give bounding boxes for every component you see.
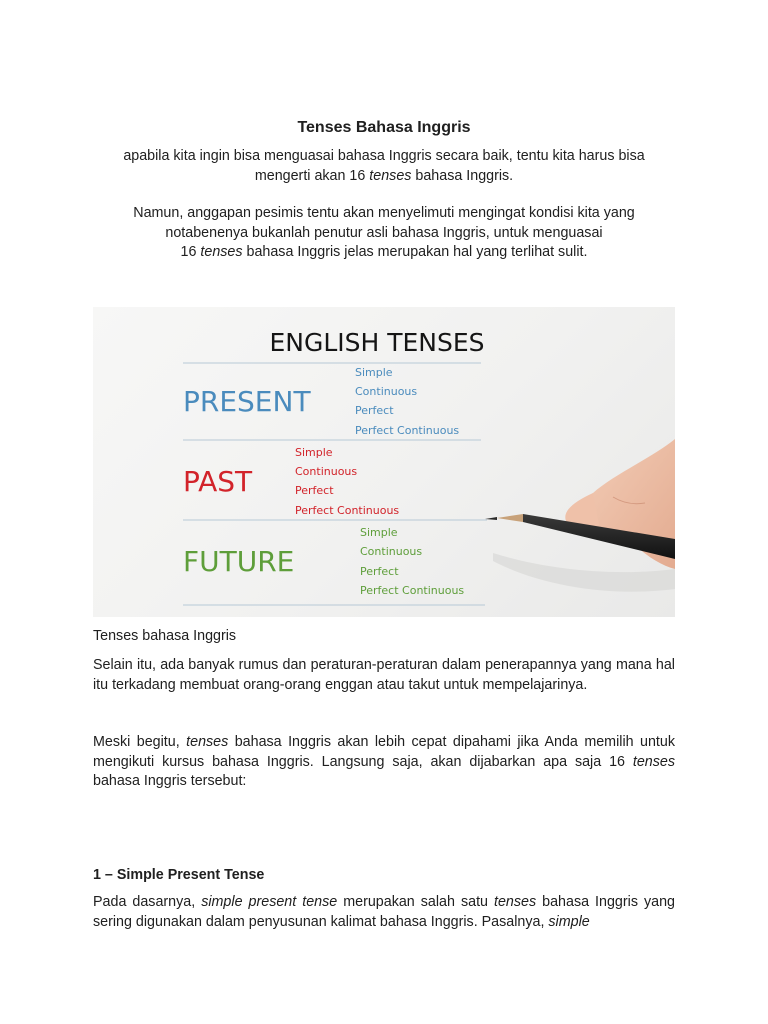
present-label: PRESENT	[183, 385, 311, 418]
past-item-simple: Simple	[295, 446, 333, 459]
selain-paragraph: Selain itu, ada banyak rumus dan peraturan-peraturan dalam penerapannya yang mana hal itu terkadang membuat orang-orang enggan atau takut untuk mempelajarinya.	[93, 657, 675, 693]
intro-line-2-end: bahasa Inggris.	[411, 167, 514, 184]
meski-emphasis-2: tenses	[632, 753, 675, 770]
pencil-wood	[497, 514, 523, 522]
namun-paragraph	[93, 204, 675, 263]
future-item-continuous: Continuous	[360, 545, 423, 558]
intro-line-2-emphasis: tenses	[369, 167, 412, 184]
namun-line-3-emphasis: tenses	[200, 244, 243, 260]
meski-text-3: bahasa Inggris tersebut:	[93, 773, 247, 789]
intro-line-1: apabila kita ingin bisa menguasai bahasa Inggris secara baik, tentu kita harus bisa	[123, 148, 645, 164]
meski-paragraph	[93, 733, 675, 792]
figure-heading: ENGLISH TENSES	[269, 328, 485, 357]
english-tenses-illustration	[93, 307, 675, 617]
meski-emphasis-1: tenses	[186, 734, 229, 750]
past-item-perfect-continuous: Perfect Continuous	[295, 504, 400, 517]
past-label: PAST	[183, 465, 253, 498]
pada-paragraph	[93, 893, 675, 932]
intro-paragraph	[93, 147, 675, 186]
namun-line-3-start: 16	[180, 244, 201, 260]
future-label: FUTURE	[183, 545, 295, 578]
pada-emphasis-2: tenses	[494, 894, 537, 910]
figure-caption: Tenses bahasa Inggris	[93, 628, 237, 644]
present-item-continuous: Continuous	[355, 385, 418, 398]
document-title: Tenses Bahasa Inggris	[297, 119, 471, 136]
past-item-continuous: Continuous	[295, 465, 358, 478]
namun-line-1: Namun, anggapan pesimis tentu akan menyelimuti mengingat kondisi kita yang	[133, 205, 635, 221]
present-item-perfect-continuous: Perfect Continuous	[355, 424, 460, 437]
future-item-simple: Simple	[360, 526, 398, 539]
english-tenses-image	[93, 307, 675, 617]
present-item-simple: Simple	[355, 366, 393, 379]
hand-shadow	[493, 553, 675, 592]
meski-text-1: Meski begitu,	[93, 734, 187, 750]
pada-text-1: Pada dasarnya,	[93, 894, 202, 910]
past-item-perfect: Perfect	[295, 484, 334, 497]
future-item-perfect: Perfect	[360, 565, 399, 578]
pada-text-3: bahasa Inggris yang sering digunakan dalam penyusunan kalimat bahasa Inggris. Pasalnya,	[93, 894, 675, 930]
section-heading-simple-present: 1 – Simple Present Tense	[93, 867, 265, 883]
pada-emphasis-3: simple	[548, 913, 590, 930]
intro-line-2-start: mengerti akan 16	[254, 167, 370, 184]
pada-emphasis-1: simple present tense	[201, 894, 338, 910]
namun-line-3-end: bahasa Inggris jelas merupakan hal yang terlihat sulit.	[242, 244, 588, 260]
meski-text-2: bahasa Inggris akan lebih cepat dipahami jika Anda memilih untuk mengikuti kursus bahasa Inggris. Langsung saja, akan dijabarkan apa saja 16	[93, 734, 675, 770]
namun-line-2: notabenenya bukanlah penutur asli bahasa Inggris, untuk menguasai	[165, 224, 603, 241]
hand-pencil-drawing	[485, 439, 675, 592]
future-item-perfect-continuous: Perfect Continuous	[360, 584, 465, 597]
pada-text-2: merupakan salah satu	[337, 894, 494, 910]
present-item-perfect: Perfect	[355, 404, 394, 417]
